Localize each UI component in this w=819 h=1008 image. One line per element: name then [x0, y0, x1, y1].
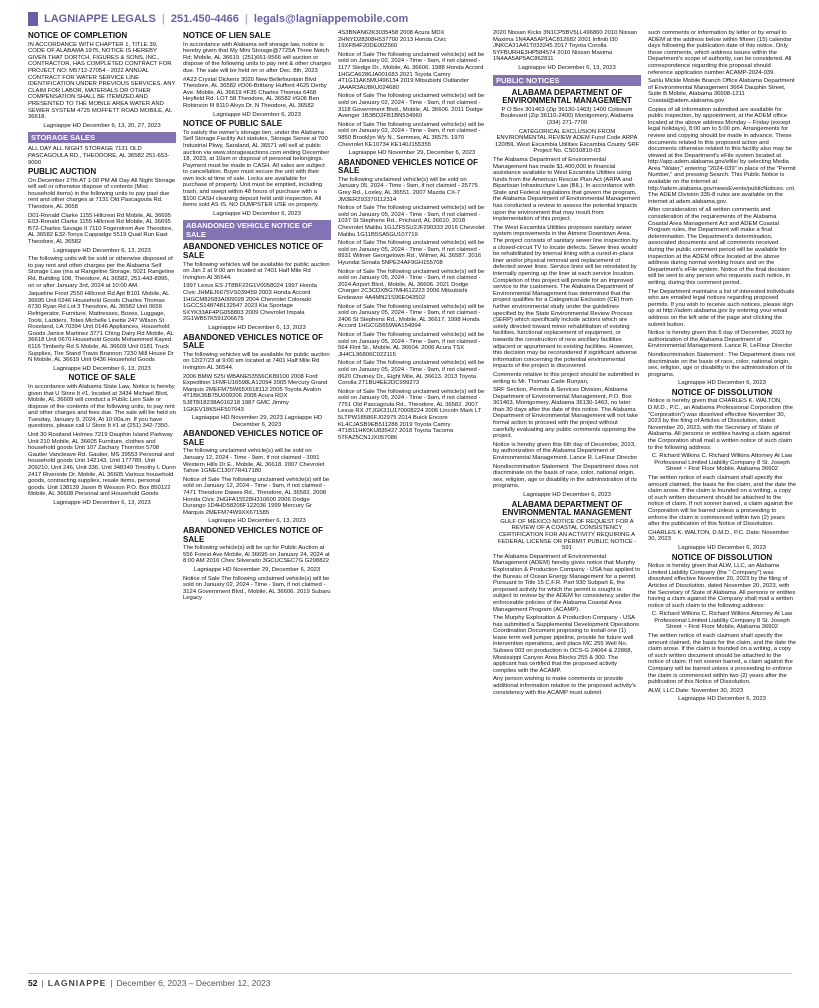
notice-text: 1997 Lexus ES JT8BF22G1V0058024 1997 Honda Civic JHMEJ6675VS039459 2003 Honda Accord 1HGCM82683A009028 2004 Chevrolet Colorado 1GCCS148748132547 2023 Kia Sportage 5XYK33AF4PG058803 2009 Chevrolet Impala 2G1WB57K591206675 [183, 283, 317, 323]
notice-text: Any person wishing to make comments or provide additional information relative to the proposed activity's consistency with the ACAMP must submit [493, 676, 636, 696]
notice-text: Notice of Sale The following unclaimed vehicle(s) will be sold on January 05, 2024 - Time - 9am, if not claimed - 1037 St Stephens Rd., Prichard, AL 36610. 2018 Chevrolet Malibu 1G1ZF5SU2JF290333 2016 Chevrolet Malibu 1G11B5SA5GU107719 [338, 205, 485, 238]
notice-text: The following unclaimed vehicle(s) will be sold on January 12, 2024 - Time - 9am, if not claimed - 3091 Western Hills Dr E., Mobile, AL 36618. 2007 Chevrolet Tahoe 1GNEC13077R417180 [183, 448, 325, 475]
publication-dates: Lagniappe HD December 6, 2023 [678, 544, 766, 551]
notice-text: Notice is hereby given this 6 day of December, 2023 by authorization of the Alabama Department of Environmental Management. Lance R. LeFleur Director [648, 330, 793, 350]
notice-text: 2020 Nissan Kicks 3N1CP5BV5LL496860 2010 Nissan Maxima 1N4AA5AP1AC812682 2001 Infiniti I30 JNKCA31A41T033245 2017 Toyota Corolla 5YFBURHE3HP584574 2010 Nissan Maxima 1N4AA5AP5AC862811 [493, 30, 638, 63]
publication-dates: Lagniappe HD December 6, 2023 [213, 210, 301, 217]
notice-title: NOTICE OF DISSOLUTION [671, 387, 773, 397]
notice-text: Notice of Sale The following unclaimed vehicle(s) will be sold on January 05, 2024 - Time - 9am, if not claimed - 8620 Chutney Dr., Eight Mile, AL 36613. 2013 Toyota Corolla 2T1BU4EE2DC999273 [338, 360, 485, 387]
notice-title: ALABAMA DEPARTMENT OF ENVIRONMENTAL MANAGEMENT [502, 87, 632, 106]
notice-text: The following units will be sold or otherwise disposed of to pay rent and other charges per the Alabama Self Storage Law (ma at Rangeline Storage, 5021 Rangeline Rd, Building 108, Theodore, AL 36582, 251-443-8995, on or after January 3rd, 2024 at 10:00 AM. [28, 256, 175, 289]
notice-title: NOTICE OF COMPLETION [28, 31, 128, 40]
separator: | [110, 978, 113, 988]
notice-text: Notice is hereby given this 6th day of December, 2023, by authorization of the Alabama Department of Environmental Management. Lance R. LeFleur Director [493, 441, 638, 462]
publication-dates: Lagniappe HD December 6, 2023 [523, 492, 611, 498]
notice-text: In accordance with Alabama self storage law, notice is hereby given that My Mini Storage@7725A Three Notch Rd; Mobile, AL 36619. (251)661-9566 will auction or dispose of the following units to pay rent & other charges due. The sale will be held on or after Dec. 8th, 2023 [183, 41, 331, 74]
notice-text: Notice of Sale The following unclaimed vehicle(s) will be sold on January 05, 2024 - Time - 9am, if not claimed - 8931 Wilmer Georgetown Rd., Wilmer, AL 36587. 2016 Hyundai Sonata 5NPE24AF9GH155708 [338, 240, 485, 266]
notice-text: Notice of Sale The following unclaimed vehicle(s) will be sold on January 05, 2024 - Time - 9am, if not claimed - 2406 St Stephens Rd., Mobile, AL 36617. 1998 Honda Accord 1HGCG5659WA154994 [338, 303, 485, 330]
section-title: LAGNIAPPE LEGALS [44, 13, 156, 25]
notice-text: On December 27th AT 1:00 PM All Day All Night Storage will sell or otherwise dispose of contents (Misc household items) in the following units to pay past due rent and other charges at 7131 Old Pascagoula Rd. Theodore, AL 3658 [28, 177, 176, 211]
notice-title: ABANDONED VEHICLES NOTICE OF SALE [183, 429, 324, 447]
publication-dates: Lagniappe HD November 29, December 6, 2023 [348, 150, 476, 157]
publication-dates: Lagniappe HD December 6, 13, 2023 [518, 64, 616, 71]
legal-columns [28, 30, 796, 960]
notice-text: The Murphy Exploration & Production Company - USA has submitted a Supplemental Development Operations Coordination Document proposing to install one (1) lease term well jumper pipeline, provide for future well intervention operations, and place MC 255 Well No. Subsea 003 on production in OCS-G 24064 & 22868, Mississippi Canyon Area Blocks 255 & 300. The applicant has certified that the proposed activity complies with the ACAMP. [493, 615, 640, 674]
notice-text: ALW, LLC Date: November 30, 2023 [648, 687, 744, 694]
publication-dates: Lagniappe HD December 6, 13, 2023 [208, 324, 306, 331]
publication-dates: Lagniappe HD December 6, 13, 2023 [53, 365, 151, 372]
publication-dates: Lagniappe HD December 6, 13, 20, 27, 2023 [43, 122, 161, 129]
issue-dates: December 6, 2023 – December 12, 2023 [116, 978, 271, 988]
notice-text: ALL DAY ALL NIGHT STORAGE 7131 OLD PASCAGOULA RD., THEODORE, AL 36582 251-653-9000 [28, 146, 170, 166]
notice-text: SRF Section, Permits & Services Division, Alabama Department of Environmental Management, P.O. Box 301463, Montgomery, Alabama 36130-1463, no later than 30 days after the date of this notice. The Alabama Department of Environmental Management will not take formal action to proceed with the project without carefully evaluating any public comments opposing the project. [493, 387, 639, 440]
notice-text: The following vehicles will be available for public auction on 12/27/23 at 9:00 am located at 7401 Half Mile Rd Irvington AL 36544. [183, 351, 330, 371]
publication-dates: Lagniappe HD November 29, December 6, 2023 [193, 566, 321, 573]
notice-text: Comments relative to this project should be submitted in writing to Mr. Thomas Cade Runyan, [493, 371, 640, 385]
column-4 [493, 30, 641, 960]
notice-text: The Alabama Department of Environmental Management (ADEM) hereby gives notice that Murphy Exploration & Production Company - USA has applied to the Bureau of Ocean Energy Management for a permit. Pursuant to Title 15 C.F.R. Part 930 Subpart E, the proposed activity for which the permit is sought is subject to review by the ADEM for consistency under the enforceable policies of the Alabama Coastal Area Management Program (ACAMP). [493, 553, 641, 613]
notice-title: ABANDONED VEHICLES NOTICE OF SALE [183, 526, 324, 544]
notice-text: Notice of Sale The following unclaimed vehicle(s) will be sold on January 02, 2024 - Time - 9am, if not claimed - 1177 Sledge Dr., Mobile, AL 36606. 1988 Honda Accord 1HGCA6286JA001683 2021 Toyota Camry 4T1G11AK5MU496134 2019 Mitsubishi Outlander JA4AR3AU8KU024680 [338, 51, 485, 91]
separator: | [244, 13, 248, 25]
column-1 [28, 30, 176, 960]
notice-title: PUBLIC AUCTION [28, 167, 97, 177]
column-5 [648, 30, 796, 960]
publication-dates: Lagniappe HD December 6, 2023 [678, 696, 766, 703]
notice-text: Notice of Sale The following unclaimed vehicle(s) will be sold on January 12, 2024 - Time - 9am, if not claimed - 7471 Theodore Dawes Rd., Theodore, AL 36582. 2008 Honda Civic 2HGFA15528H310600 2006 Dodge Durango 1D4HD58206F122036 1999 Mercury Gr Marquis 2MEFM74W9XX671585 [183, 476, 330, 516]
notice-text: Sarilu Mickle Mobile Branch Office Alabama Department of Environmental Management 3664 Dauphin Street, Suite B Mobile, Alabama 36608-1211 Coastal@adem.alabama.gov [648, 78, 795, 104]
publication-dates: Lagniappe HD December 6, 2023 [213, 111, 301, 118]
notice-text: Jaqueline Frost 2550 Hillcrest Rd Apt B101 Mobile, AL 36695 Unit 0246 Household Goods Charles Thomas 6730 Ryan Rd Lot 3 Theodore, AL 36582 Unit 0659 Refrigerator, Furniture, Mattresses, Boxes, Luggage, Tools, Ladders, Totes Michelle Linette 247 Wilson St Roseland, LA 70394 Unit 0146 Appliances, Household Goods Janice Martinez 3771 Ching Dairy Rd Mobile, AL 36618 Unit 0670 Household Goods Mohammed Kayed 6116 Timberly Rd S Mobile, AL 36609 Unit 0181 Truck Supplies, Tire Stand Travis Brannon 7230 Mill House Dr N Mobile, AL 36619 Unit 0436 Household Goods [28, 291, 174, 364]
notice-text: Copies of all information submitted are available for public inspection, by appointment, at the ADEM office located at the above address Monday – Friday (except legal holidays), 8:00 am to 5:00 pm. Arrangements for review and copying should be made in advance. These documents related to this proposed action and documents otherwise related to this facility also may be viewed at the Department's eFile system located at http://app.adem.alabama.gov/efile/ by selecting Media Area "Water," entering "2024-039" in place of the "Permit Number," and pressing Search. This Public Notice is available on the internet at http://adem.alabama.gov/newsEvents/publicNotices. cnt. The ADEM Division 335-8 rules are available on the internet at adem.alabama.gov. [648, 106, 796, 205]
notice-text: Nondiscrimination Statement: The Department does not discriminate on the basis of race, color, national origin, sex, religion, age or disability in the administration of its programs. [493, 463, 639, 490]
notice-text: The West Escambia Utilities proposes sanitary sewer system improvements in the Atmore Downtown Area. The project consists of sanitary sewer line inspection by a closed-circuit TV to locate defects. Sewer lines would be rehabilitated by internal lining with a cured-in-place liner and/or physical removal and replacement of defected sewer lines. Service lines will be reinstated by internally opening up the liner at each service location. Completion of this project will provide for an improved service to the customers. The Alabama Department of Environmental Management has determined that the project qualifies for a Categorical Exclusion (CE) from further environmental study under the guidelines specified by the State Environmental Review Process (SERP) which specifically include actions which are solely directed toward minor rehabilitation of existing facilities, functional replacement of equipment, or towards the construction of new ancillary facilities adjacent or appurtenant to existing facilities. However, this decision may be reconsidered if significant adverse information concerning the potential environmental impacts of the project is discovered. [493, 224, 639, 370]
notice-text: GULF OF MEXICO NOTICE OF REQUEST FOR A REVIEW OF A COASTAL CONSISTENCY CERTIFICATION FOR AN ACTIVITY REQUIRING A FEDERAL LICENSE OR PERMIT PUBLIC NOTICE - 591 [497, 518, 637, 552]
notice-title: ABANDONED VEHICLES NOTICE OF SALE [183, 332, 324, 351]
publication-dates: Lagniappe HD December 6, 2023 [678, 380, 766, 387]
notice-text: Notice is hereby given that ALW, LLC, an Alabama Limited Liability Company (the " Company") was dissolved effective November 20, 2023 by the filing of Articles of Dissolution, dated November 20, 2023, with the Secretary of State of Alabama. All persons or entities having a claim against the Company shall mail a written notice of such claim to the following address: [648, 563, 796, 609]
notice-text: Notice of Sale The following unclaimed vehicle(s) will be sold on January 05, 2024 - Time - 9am, if not claimed - 7751 Old Pascagoula Rd., Theodore, AL 36582. 2007 Lexus RX JTJGK31U170008224 2006 Lincoln Mark LT 5LTPW18586FJ02975 2014 Buick Encore KL4CJASB9EB511288 2019 Toyota Camry 4T1B11HK0KU835427 2018 Toyota Tacoma 5TFAZ5CN1JX057086 [338, 388, 485, 441]
publication-dates: Lagniappe HD December 6, 13, 2023 [53, 500, 151, 506]
notice-text: In accordance with Alabama State Law, Notice is hereby given that U Store It #1, located at 3434 Michael Blvd, Mobile, AL 36609 will conduct a Public Lien Sale or dispose of the contents of the following units, to pay rent and other charges and fees due. The sale will be held on Tuesday, January 9, 2024, At 10:00a.m. If you have questions, please call U Store It #1 at (251) 342-7350. [28, 383, 176, 430]
notice-text: such comments or information by letter or by email to ADEM at the address below within fifteen (15) calendar days following the publication date of this notice. Only those comments, which address issues within the Department's scope of authority, can be considered. All correspondence regarding this proposal should reference application number ACAMP-2024-039. [648, 30, 792, 76]
notice-text: The following vehicle(s) will be up for Public Auction at 556 Forest Ave Mobile, Al 36695 on January 24, 2024 at 8:00 AM 2016 Chev Silverado 3GCUCSEC7G G298822 [183, 545, 330, 565]
notice-text: C. Richard Wilkins C. Richard Wilkins Attorney At Law Professional Limited Liability Company 8 St. Joseph Street ~ First Floor Mobile, Alabama 36602 [651, 453, 793, 473]
notice-text: Notice of Sale The following unclaimed vehicle(s) will be sold on January 05, 2024 - Time - 9am, if not claimed - 2024 Airport Blvd., Mobile, AL 36606. 2021 Dodge Charger 2C3CDXBG7MH612223 2006 Mitsubishi Endeavor 4A4MN21S96E043502 [338, 268, 485, 301]
notice-text: #A23 Crystal Dickens 3020 New Bellefountain Blvd Theodore, AL 36582 #D06-Brittany Hufford 4625 Derby Ave. Mobile, AL 36619 #F35 Charles Thomas 6468 Heyfield Rd. LOT 58 Theodore, AL 36582 #G06 Ben Robinson III 8110 Alvys Dr. N Theodore, AL 36582 [183, 76, 327, 109]
notice-text: Unit 30 Rosiland Holmes 7219 Dauphin Island Parkway Unit 210 Mobile, AL 36605 Furniture, clothes and household goods Unit 107 Zachary Thornton 5708 Gautier Vancleave Rd. Gautier, MS 39553 Personal and household goods Unit 142143, Unit 177789, Unit 209210, Unit 246, Unit 336, Unit 348349 Timothy L Dunn 2417 Riverside Dr. Mobile, AL 36605 Various household goods, contracting supplies, resale items, personal goods. Unit 138139 Jason B Wesson P.O. Box 850122 Mobile, AL 36608 Personal and Household Goods [28, 432, 176, 498]
notice-text: CATEGORICAL EXCLUSION FROM ENVIRONMENTAL REVIEW ADEM Fund Code ARPA 120/BIL West Escambia Utilities Escambia County SRF Project No. CS010810-03 [494, 128, 640, 155]
notice-title: ALABAMA DEPARTMENT OF ENVIRONMENTAL MANAGEMENT [502, 499, 632, 518]
notice-text: The following vehicles will be available for public auction on Jan 2 at 9:00 am located at 7401 Half Mile Rd Irvington Al 36544. [183, 261, 330, 281]
category-banner: ABANDONED VEHICLE NOTICE OF SALE [183, 220, 331, 240]
notice-text: 4S3BNAN62K3035458 2008 Acura MDX 2HNYD28308H537700 2013 Honda Civic 19XFB4F20DE002560 [338, 30, 447, 50]
notice-title: NOTICE OF SALE [68, 373, 136, 383]
notice-text: The written notice of each claimant shall specify the amount claimed, the basis for the claim, and the date the claim arose. If the claim is founded on a writing, a copy of such written document should be attached to the notice of claim. If not sooner barred, a claim against the Corporation will be barred unless a proceeding to enforce the claim is commenced within two (2) years after the publication of this Notice of Dissolution. [648, 475, 796, 528]
notice-text: Nondiscrimination Statement : The Department does not discriminate on the basis of race, color, national origin, sex, religion, age or disability in the administration of its programs. [648, 351, 795, 378]
separator: | [161, 13, 165, 25]
publication-dates: Lagniappe HD November 29, 2023 Lagniappe HD December 6, 2023 [191, 415, 323, 428]
publication-dates: Lagniappe HD December 6, 13, 2023 [53, 247, 151, 254]
notice-title: ABANDONED VEHICLES NOTICE OF SALE [183, 242, 324, 261]
email-address: legals@lagniappemobile.com [253, 13, 409, 25]
category-banner: STORAGE SALES [28, 132, 176, 143]
notice-text: Notice of Sale The following unclaimed vehicle(s) will be sold on January 02, 2024 - Time - 9am, if not claimed - 9850 Brooklyn Wy N., Semmes, AL 36575. 1970 Chevrolet KE10734 KE140J155355 [338, 121, 485, 148]
notice-text: Notice of Sale The following unclaimed vehicle(s) will be sold on January 02, 2024 - Time - 9am, if not claimed - 3124 Government Blvd., Mobile, AL 36606. 2019 Subaru Legacy [183, 575, 331, 602]
notice-title: NOTICE OF PUBLIC SALE [183, 119, 283, 129]
notice-text: The Alabama Department of Environmental Management has made $1,400,000 in financial assistance available to West Escambia Utilities using funds from the American Rescue Plan Act (ARPA and Bipartisan Infrastructure Law (BIL). In accordance with State and Federal regulations that govern the program, the Alabama Department of Environmental Management has conducted a review to assess the potential impacts upon the environment that may result from implementation of this project. [493, 156, 641, 223]
notice-text: Notice is hereby given that CHARLES K. WALTON, D.M.D., P.C., an Alabama Professional Corporation (the "Corporation") was dissolved effective November 30, 2023 by the filing of Articles of Dissolution, dated November 20, 2023, with the Secretary of State of Alabama. All persons or entities having a claim against the Corporation shall mail a written notice of such claim to the following address: [648, 398, 793, 451]
notice-text: To satisfy the owner's storage lien, under the Alabama Self Storage Facility Act statutes, Storage Sense at 700 Industrial Pkwy, Saraland, AL 36571 will sell at public auction via www.storageauctions.com ending December 18, 2023, at 10am or disposal of personal belongings. Payment must be made in CASH. All sales are subject to cancellation. Buyer must secure the unit with their own lock at time of sale. Locks are available for purchase of property. Unit must be emptied, including trash, and swept within 48 hours of purchase with a $100 CASH cleaning deposit held until inspection. All items sold AS IS. NO DUMPSTER USE on property. [183, 129, 330, 209]
notice-text: P O Box 301463 (Zip 36130-1463) 1400 Coliseum Boulevard (Zip 36110-2400) Montgomery, Alabama (334) 271-7700 [500, 106, 634, 126]
notice-text: The written notice of each claimant shall specify the amount claimed, the basis for the claim, and the date the claim arose. If the claim is founded on a writing, a copy of such written document should be attached to the notice of claim. If not sooner barred, a claim against the Company will be barred unless a proceeding to enforce the claim is commenced within two (2) years after the publication of this Notice of Dissolution. [648, 633, 796, 686]
page-number: 52 [28, 978, 38, 988]
separator: | [41, 978, 44, 988]
notice-text: C. Richard Wilkins C. Richard Wilkins Attorney At Law Professional Limited Liability Company 8 St. Joseph Street ~ First Floor Mobile, Alabama 36602 [651, 611, 793, 631]
notice-title: ABANDONED VEHICLES NOTICE OF SALE [338, 157, 479, 176]
notice-title: NOTICE OF DISSOLUTION [671, 552, 773, 562]
publication-name: LAGNIAPPE [47, 978, 107, 988]
notice-text: CHARLES K. WALTON, D.M.D., P.C. Date: November 30, 2023 [648, 529, 790, 543]
publication-dates: Lagniappe HD December 6, 13, 2023 [208, 518, 306, 525]
page-header [28, 10, 792, 28]
notice-text: The following unclaimed vehicle(s) will be sold on January 05, 2024 - Time - 9am, if not claimed - 25775 Grey Rd., Loxley, AL 36551. 2007 Mazda CX-7 JM3ER293370112314 [338, 176, 478, 203]
page-footer [28, 973, 792, 988]
notice-text: D01-Ronald Clarke 1155 Hillcrest Rd Mobile, AL 36695 E03-Ronald Clarke 1155 Hillcrest Rd Mobile, AL 36695 B72-Charles Savage II 7110 Fogerstrom Ave Theodore, AL 36582 E32-Tonya Cappadge 5519 Quail Run East Theodore, AL 36582 [28, 212, 174, 246]
notice-text: After consideration of all written comments and consideration of the requirements of the Alabama Coastal Area Management Act and ADEM Coastal Program rules, the Department will make a final determination. The Department's determination, associated documents and all comments received during the public comment period will be available for inspection at the ADEM office located at the above address during normal working hours and on the Department's eFile system. Notice of the final decision will be sent to any person who requests such notice, in writing, during this comment period. [648, 207, 791, 286]
notice-text: Notice of Sale The following unclaimed vehicle(s) will be sold on January 02, 2024 - Time - 9am, if not claimed - 3118 Government Blvd., Mobile, AL 36606. 2011 Dodge Avenger 1B3BD2FB1BN534960 [338, 93, 485, 120]
column-3 [338, 30, 486, 960]
notice-title: NOTICE OF LIEN SALE [183, 31, 271, 40]
section-marker [28, 12, 38, 26]
notice-text: Notice of Sale The following unclaimed vehicle(s) will be sold on January 05, 2024 - Time - 9am, if not claimed - 564 Flint St., Mobile, AL 36604. 2006 Acura TSX JH4CL96806C022115 [338, 331, 485, 358]
category-banner: PUBLIC NOTICES [493, 75, 641, 86]
column-2 [183, 30, 331, 960]
notice-text: 2006 BMW 525i WBANE53556CK89100 2008 Ford Expedition 1FMFU16598LA12094 2005 Mercury Grand Marquis 2MEFM75W65X618113 2005 Toyota Avalon 4T1BK36B75U009206 2008 Acura RDX 5J8TB18238A016218 1987 GMC Jimmy 1GKEV18K5HF507043 [183, 373, 328, 413]
phone-number: 251.450-4466 [170, 13, 239, 25]
notice-text: The Department maintains a list of interested individuals who are emailed legal notices regarding proposed permits. If you wish to receive such notices, please sign up at http://adem.alabama.gov by entering your email address on the left side of the page and clicking the submit button. [648, 288, 795, 328]
notice-text: IN ACCORDANCE WITH CHAPTER 1, TITLE 39, CODE OF ALABAMA 1975, NOTICE IS HEREBY GIVEN THAT DORTCH, FIGURES & SONS, INC., CONTRACTOR, HAS COMPLETED CONTRACT FOR PROJECT NO: M5712-27054 - 2022 ANNUAL CONTRACT FOR WATER SERVICE LINE IDENTIFICATION UNDER PREVIOUS SERVICES. ANY CLAIM FOR LABOR, MATERIALS OR OTHER COMPENSATION SHALL BE ITEMIZED AND PRESENTED TO THE MOBILE AREA WATER AND SEWER SYSTEM 4725 MOFFETT ROAD MOBILE, AL 36618. [28, 41, 176, 121]
